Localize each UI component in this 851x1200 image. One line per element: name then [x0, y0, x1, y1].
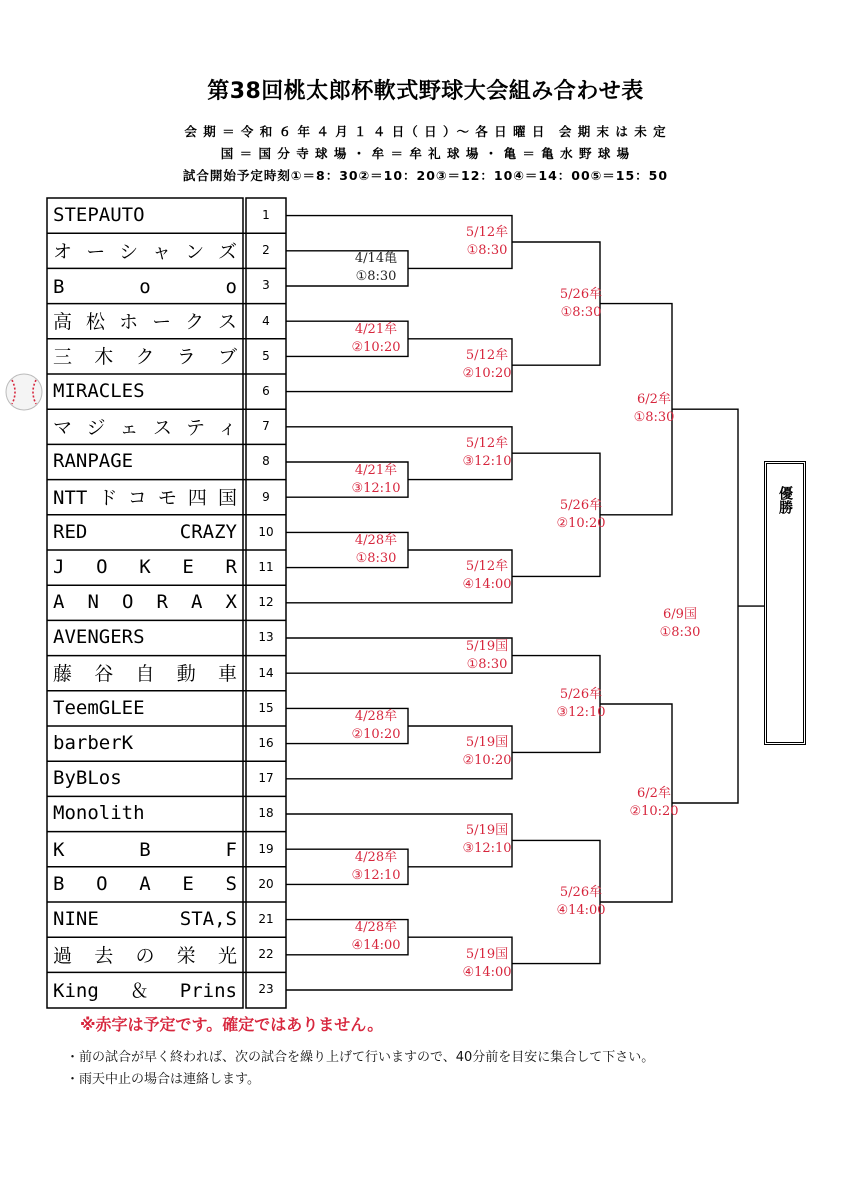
seed-number: 3	[262, 278, 270, 293]
seed-number: 1	[262, 208, 270, 222]
seed-number: 6	[262, 384, 270, 398]
team-name	[47, 444, 243, 478]
info-line-venues: 国 ＝ 国 分 寺 球 場 ・ 牟 ＝ 牟 礼 球 場 ・ 亀 ＝ 亀 水 野 球 場	[220, 146, 631, 161]
match-label	[536, 286, 626, 322]
match-date: 5/26牟	[559, 885, 603, 900]
match-label	[442, 946, 532, 982]
match-time: ④14:00	[462, 577, 512, 593]
match-date: 4/28牟	[354, 849, 398, 865]
team-name-text: B o o	[53, 275, 237, 298]
note-early-start: ・前の試合が早く終われば、次の試合を繰り上げて行いますので、40分前を目安に集合して下さい。	[66, 1050, 655, 1065]
seed-number: 9	[262, 489, 270, 504]
team-name	[47, 937, 243, 971]
match-time: ①8:30	[355, 269, 397, 285]
match-date: 4/21牟	[354, 462, 398, 478]
match-label	[635, 606, 725, 642]
team-name-text: 過去の栄光	[53, 944, 237, 967]
seed-number: 16	[258, 736, 274, 750]
seed-number: 8	[262, 454, 270, 469]
match-label	[609, 391, 699, 427]
match-time: ②10:20	[462, 366, 512, 382]
match-date: 5/12牟	[465, 436, 509, 452]
team-name-text: 高松ホークス	[53, 311, 237, 334]
team-name-text: B O A E S	[53, 872, 237, 895]
seed-number: 14	[258, 665, 274, 680]
match-date: 5/26牟	[559, 687, 603, 702]
team-name-text: J O K E R	[53, 556, 237, 578]
team-name	[47, 832, 243, 866]
match-label	[442, 435, 532, 471]
match-date: 5/19国	[465, 823, 509, 839]
team-name-text: NTTドコモ四国	[53, 487, 237, 510]
team-name-text: TeemGLEE	[53, 696, 145, 719]
match-date: 6/2牟	[637, 786, 671, 801]
team-name	[47, 480, 243, 514]
team-name	[47, 515, 243, 549]
team-name	[47, 656, 243, 690]
team-name	[47, 550, 243, 584]
team-name-text: ByBLos	[53, 767, 122, 790]
team-name	[47, 726, 243, 760]
match-time: ①8:30	[355, 551, 397, 566]
match-time: ②10:20	[629, 804, 679, 819]
seed-number: 2	[262, 243, 270, 258]
baseball-icon	[2, 372, 46, 412]
seed-number: 13	[258, 630, 274, 645]
seed-number: 11	[258, 560, 274, 574]
team-name-text: 三木クラブ	[53, 346, 237, 369]
team-name	[47, 620, 243, 654]
match-date: 5/19国	[465, 638, 509, 654]
info-line-times: 試合開始予定時刻①＝8：30②＝10：20③＝12：10④＝14：00⑤＝15：50	[182, 168, 669, 183]
team-name	[47, 409, 243, 443]
match-time: ②10:20	[462, 753, 512, 769]
champion-label: 優勝	[777, 486, 793, 514]
match-date: 5/12牟	[465, 559, 509, 575]
team-name-text: NINE STA,S	[53, 908, 237, 930]
match-label	[442, 558, 532, 594]
team-name	[47, 374, 243, 408]
match-date: 4/14亀	[354, 251, 398, 267]
seed-number: 17	[258, 771, 274, 786]
match-time: ①8:30	[560, 304, 602, 320]
match-label	[442, 347, 532, 383]
match-date: 5/12牟	[465, 225, 509, 240]
team-name	[47, 585, 243, 619]
seed-number: 12	[258, 595, 274, 610]
seed-number: 7	[262, 419, 270, 434]
team-name-text: マジェスティ	[53, 416, 237, 439]
match-time: ③12:10	[351, 480, 401, 496]
team-name-text: STEPAUTO	[53, 204, 145, 226]
match-date: 4/28牟	[354, 709, 398, 724]
team-name	[47, 691, 243, 725]
match-time: ①8:30	[633, 410, 675, 426]
team-name-text: AVENGERS	[53, 626, 145, 649]
team-name	[47, 972, 243, 1006]
match-time: ①8:30	[466, 656, 508, 672]
team-name-text: MIRACLES	[53, 380, 145, 402]
team-name	[47, 867, 243, 901]
match-label	[536, 497, 626, 533]
match-date: 4/28牟	[354, 920, 398, 936]
team-name	[47, 233, 243, 267]
match-time: ①8:30	[659, 625, 701, 641]
info-line-schedule: 会 期 ＝ 令 和 ６ 年 ４ 月 １ ４ 日（ 日 ）〜 各 日 曜 日 会 期 末 は 未 定	[184, 124, 667, 139]
match-date: 6/9国	[663, 607, 697, 623]
team-name	[47, 198, 243, 232]
match-date: 4/21牟	[354, 321, 398, 337]
match-label	[536, 884, 626, 920]
match-label	[609, 785, 699, 821]
team-name-text: King＆Prins	[53, 979, 237, 1002]
team-name-text: K B F	[53, 839, 237, 862]
match-date: 5/12牟	[465, 348, 509, 364]
match-time: ①8:30	[466, 243, 508, 258]
match-time: ②10:20	[351, 339, 401, 355]
match-time: ③12:10	[462, 841, 512, 857]
team-name-text: RED CRAZY	[53, 520, 237, 543]
seed-number: 22	[258, 947, 274, 962]
seed-number: 4	[262, 313, 270, 328]
seed-number: 21	[258, 912, 274, 926]
match-date: 6/2牟	[637, 392, 671, 408]
match-label	[331, 919, 421, 955]
team-name-text: A N O R A X	[53, 591, 237, 614]
seed-number: 20	[258, 876, 274, 891]
match-time: ③12:10	[462, 454, 512, 470]
match-time: ③12:10	[351, 867, 401, 883]
seed-number: 15	[258, 700, 274, 715]
team-name-text: RANPAGE	[53, 450, 134, 473]
team-name	[47, 268, 243, 302]
seed-number: 10	[258, 524, 274, 539]
match-time: ③12:10	[556, 705, 606, 720]
team-name-text: オーシャンズ	[53, 240, 237, 263]
team-name	[47, 902, 243, 936]
team-name-text: Monolith	[53, 802, 145, 825]
match-time: ④14:00	[556, 903, 606, 918]
match-label	[331, 708, 421, 744]
match-label	[331, 532, 421, 568]
team-name-text: 藤谷自動車	[53, 663, 237, 686]
match-label	[331, 250, 421, 286]
team-name-text: barberK	[53, 732, 134, 754]
match-label	[442, 224, 532, 260]
match-date: 5/19国	[465, 735, 509, 751]
team-name	[47, 761, 243, 795]
seed-number: 18	[258, 806, 274, 821]
match-label	[442, 822, 532, 858]
match-label	[442, 638, 532, 674]
match-date: 5/26牟	[559, 286, 603, 302]
team-name	[47, 796, 243, 830]
match-label	[442, 734, 532, 770]
seed-number: 23	[258, 982, 274, 997]
match-time: ④14:00	[351, 938, 401, 954]
match-label	[331, 321, 421, 357]
seed-number: 19	[258, 841, 274, 856]
match-label	[331, 462, 421, 498]
match-time: ②10:20	[351, 727, 401, 742]
match-date: 5/19国	[465, 946, 509, 962]
team-name	[47, 304, 243, 338]
match-date: 4/28牟	[354, 533, 398, 548]
team-name	[47, 339, 243, 373]
page-title: 第38回桃太郎杯軟式野球大会組み合わせ表	[207, 79, 644, 104]
match-label	[331, 849, 421, 885]
champion-box	[764, 461, 806, 745]
match-time: ④14:00	[462, 964, 512, 980]
seed-number: 5	[262, 348, 270, 363]
provisional-note: ※赤字は予定です。確定ではありません。	[80, 1015, 384, 1034]
match-label	[536, 686, 626, 722]
match-time: ②10:20	[556, 515, 606, 531]
match-date: 5/26牟	[559, 497, 603, 513]
note-rain: ・雨天中止の場合は連絡します。	[66, 1072, 260, 1087]
